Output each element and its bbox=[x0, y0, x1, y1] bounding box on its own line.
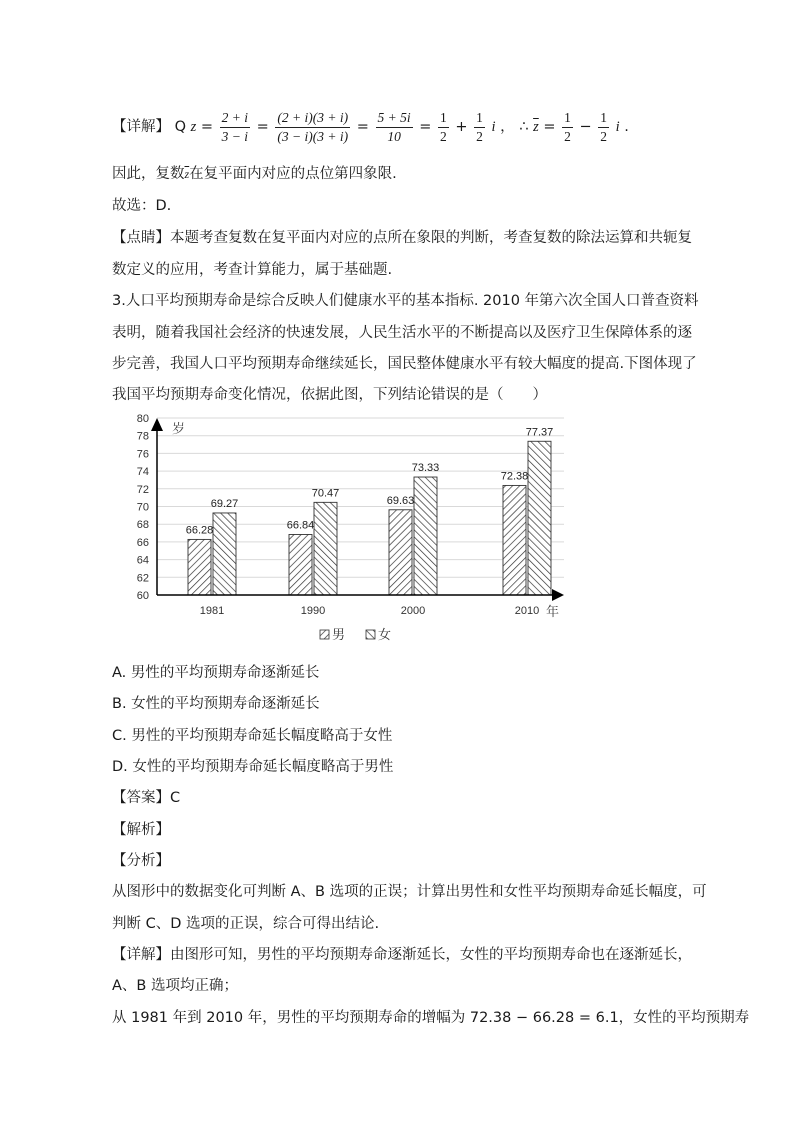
eq-2: = bbox=[256, 119, 269, 135]
life-expectancy-chart bbox=[112, 405, 592, 650]
eq-4: = bbox=[419, 119, 432, 135]
detail2-line-2: A、B 选项均正确； bbox=[112, 978, 238, 994]
bars bbox=[185, 441, 551, 595]
fraction-half-a: $\frac{1}{2}$ bbox=[440, 109, 447, 144]
bar-male-2000 bbox=[389, 510, 412, 595]
question-3-line-4: 我国平均预期寿命变化情况，依据此图，下列结论错误的是（ ） bbox=[112, 387, 547, 403]
fenxi-line-1: 从图形中的数据变化可判断 A、B 选项的正误；计算出男性和女性平均预期寿命延长幅度，可 bbox=[112, 884, 707, 900]
option-b: B. 女性的平均预期寿命逐渐延长 bbox=[112, 696, 320, 712]
fraction-half-d: $\frac{1}{2}$ bbox=[600, 109, 607, 144]
y-axis-arrow-icon bbox=[151, 418, 163, 431]
fraction-3: $\frac{5 + 5i}{10}$ bbox=[377, 109, 411, 144]
i-var-2: i bbox=[615, 119, 620, 135]
y-tick-label: 66 bbox=[136, 536, 149, 549]
fraction-2: $\frac{(2 + i)(3 + i)}{(3 - i)(3 + i)}$ bbox=[277, 109, 349, 144]
y-axis-label: 岁 bbox=[172, 421, 186, 436]
question-3-line-3: 步完善，我国人口平均预期寿命继续延长，国民整体健康水平有较大幅度的提高.下图体现了 bbox=[112, 356, 697, 372]
bar-value-label: 66.84 bbox=[286, 519, 315, 532]
z-var: z bbox=[190, 119, 197, 135]
bar-value-label: 72.38 bbox=[500, 470, 529, 483]
detail2-line-1: 【详解】由图形可知，男性的平均预期寿命逐渐延长，女性的平均预期寿命也在逐渐延长， bbox=[112, 947, 692, 963]
y-tick-label: 60 bbox=[136, 590, 149, 602]
y-tick-label: 64 bbox=[136, 554, 149, 567]
y-tick-label: 78 bbox=[136, 430, 149, 443]
x-tick-label: 1990 bbox=[300, 605, 326, 617]
x-axis-label: 年 bbox=[546, 604, 560, 619]
bar-female-1981 bbox=[213, 513, 236, 595]
bar-female-2010 bbox=[528, 441, 551, 595]
question-3-line-2: 表明，随着我国社会经济的快速发展，人民生活水平的不断提高以及医疗卫生保障体系的逐 bbox=[112, 325, 692, 341]
eq-1: = bbox=[200, 119, 214, 135]
fraction-half-c: $\frac{1}{2}$ bbox=[564, 109, 571, 144]
bar-value-label: 69.63 bbox=[386, 494, 415, 507]
detail2-line-3: 从 1981 年到 2010 年，男性的平均预期寿命的增幅为 72.38 − 66.28 = 6.1，女性的平均预期寿 bbox=[112, 1010, 750, 1026]
y-tick-label: 74 bbox=[136, 466, 149, 479]
option-c: C. 男性的平均预期寿命延长幅度略高于女性 bbox=[112, 728, 393, 744]
chart-legend bbox=[320, 627, 391, 642]
therefore-sign: ∴ bbox=[519, 119, 529, 135]
y-axis-ticks bbox=[137, 413, 149, 602]
answer-line: 【答案】C bbox=[112, 790, 181, 806]
fraction-half-b: $\frac{1}{2}$ bbox=[476, 109, 483, 144]
minus-sign: − bbox=[579, 119, 592, 135]
bar-male-2010 bbox=[503, 485, 526, 595]
legend-label-male: 男 bbox=[332, 627, 346, 642]
x-axis-ticks bbox=[200, 605, 539, 617]
x-tick-label: 2010 bbox=[514, 605, 540, 617]
zbar-var: $\overline{z}$ bbox=[533, 119, 539, 135]
question-3-line-1: 3.人口平均预期寿命是综合反映人们健康水平的基本指标. 2010 年第六次全国人口普查资料 bbox=[112, 293, 699, 309]
eq-5: = bbox=[543, 119, 556, 135]
fenxi-line-2: 判断 C、D 选项的正误，综合可得出结论. bbox=[112, 916, 380, 932]
dianjing-line-2: 数定义的应用，考查计算能力，属于基础题. bbox=[112, 262, 393, 278]
bar-value-label: 73.33 bbox=[411, 462, 440, 475]
choice-line: 故选：D. bbox=[112, 198, 172, 214]
i-var-1: i bbox=[491, 119, 496, 135]
period: . bbox=[624, 119, 629, 135]
legend-swatch-female bbox=[366, 630, 375, 639]
y-tick-label: 72 bbox=[136, 483, 149, 496]
bar-value-labels bbox=[186, 426, 554, 536]
fenxi-heading: 【分析】 bbox=[112, 853, 170, 869]
detail-label: 【详解】 bbox=[112, 119, 170, 135]
bar-value-label: 70.47 bbox=[311, 487, 340, 500]
bar-female-1990 bbox=[314, 502, 337, 595]
bar-value-label: 69.27 bbox=[210, 497, 239, 510]
bar-value-label: 77.37 bbox=[525, 426, 554, 439]
y-tick-label: 62 bbox=[136, 572, 149, 585]
y-tick-label: 68 bbox=[136, 519, 149, 532]
y-tick-label: 70 bbox=[136, 501, 149, 514]
x-tick-label: 1981 bbox=[199, 605, 225, 617]
fraction-1: $\frac{2 + i}{3 - i}$ bbox=[221, 109, 249, 144]
q-glyph: Q bbox=[174, 119, 187, 135]
bar-value-label: 66.28 bbox=[185, 524, 214, 537]
detail-formula-line bbox=[112, 104, 629, 150]
y-tick-label: 76 bbox=[136, 448, 149, 461]
bar-male-1981 bbox=[188, 539, 211, 595]
eq-3: = bbox=[356, 119, 369, 135]
x-tick-label: 2000 bbox=[400, 605, 426, 617]
bar-male-1990 bbox=[289, 534, 312, 595]
bar-female-2000 bbox=[414, 477, 437, 595]
dianjing-line-1: 【点睛】本题考查复数在复平面内对应的点所在象限的判断，考查复数的除法运算和共轭复 bbox=[112, 230, 692, 246]
option-a: A. 男性的平均预期寿命逐渐延长 bbox=[112, 665, 320, 681]
jiexi-heading: 【解析】 bbox=[112, 822, 170, 838]
plus-sign: + bbox=[455, 119, 468, 135]
y-tick-label: 80 bbox=[136, 413, 149, 425]
comma: ， bbox=[500, 119, 515, 135]
x-axis-arrow-icon bbox=[552, 589, 564, 601]
conclusion-line: 因此，复数$\overline{z}$在复平面内对应的点位第四象限. bbox=[112, 166, 397, 182]
legend-swatch-male bbox=[320, 630, 329, 639]
option-d: D. 女性的平均预期寿命延长幅度略高于男性 bbox=[112, 759, 394, 775]
legend-label-female: 女 bbox=[378, 627, 392, 642]
